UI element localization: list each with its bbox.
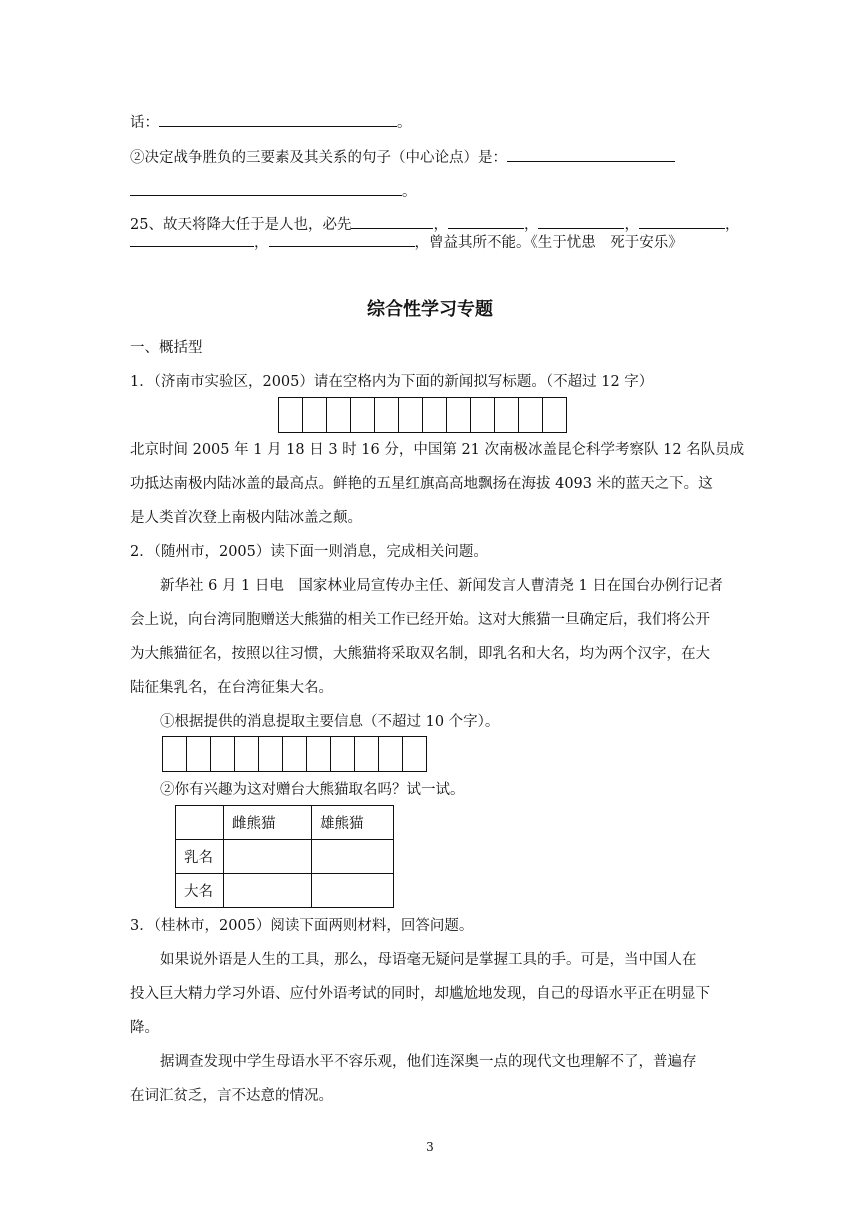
answer-blank[interactable] xyxy=(448,214,524,229)
table-header-row xyxy=(176,806,394,840)
title-answer-grid xyxy=(278,397,567,433)
material-2-line-1: 据调查发现中学生母语水平不容乐观，他们连深奥一点的现代文也理解不了，普遍存 xyxy=(160,1054,697,1070)
comma: ， xyxy=(523,217,539,233)
answer-blank[interactable] xyxy=(538,214,624,229)
answer-box[interactable] xyxy=(375,398,399,432)
answer-box[interactable] xyxy=(259,737,283,771)
answer-box[interactable] xyxy=(495,398,519,432)
question-25-text: 25、故天将降大任于是人也，必先 xyxy=(130,217,352,233)
answer-box[interactable] xyxy=(423,398,447,432)
comma: ， xyxy=(724,217,740,233)
fill-line-1 xyxy=(130,112,412,133)
answer-box[interactable] xyxy=(211,737,235,771)
material-1-line-1: 如果说外语是人生的工具，那么，母语毫无疑问是掌握工具的手。可是，当中国人在 xyxy=(160,952,697,968)
answer-blank[interactable] xyxy=(159,112,397,127)
answer-box[interactable] xyxy=(351,398,375,432)
question-3-prompt: 3．（桂林市，2005）阅读下面两则材料，回答问题。 xyxy=(130,918,474,934)
question-2-sub-2: ②你有兴趣为这对赠台大熊猫取名吗？试一试。 xyxy=(160,782,465,798)
table-row xyxy=(176,840,394,874)
answer-blank[interactable] xyxy=(639,214,725,229)
fill-line-1-suffix: 。 xyxy=(397,115,412,131)
fill-line-3 xyxy=(130,181,417,202)
answer-box[interactable] xyxy=(399,398,423,432)
question-1-text-line-3: 是人类首次登上南极内陆冰盖之颠。 xyxy=(130,510,362,526)
comma: ， xyxy=(624,217,639,233)
comma: ， xyxy=(254,235,269,251)
question-2-sub-1: ①根据提供的消息提取主要信息（不超过 10 个字）。 xyxy=(160,714,500,730)
table-header-female: 雌熊猫 xyxy=(224,806,312,840)
answer-box[interactable] xyxy=(235,737,259,771)
answer-box[interactable] xyxy=(379,737,403,771)
question-25-line-2 xyxy=(130,232,683,253)
answer-box[interactable] xyxy=(519,398,543,432)
answer-cell[interactable] xyxy=(312,874,394,908)
row-header-formal-name: 大名 xyxy=(176,874,224,908)
answer-blank[interactable] xyxy=(351,214,433,229)
answer-box[interactable] xyxy=(327,398,351,432)
answer-box[interactable] xyxy=(403,737,427,771)
answer-box[interactable] xyxy=(187,737,211,771)
answer-cell[interactable] xyxy=(224,840,312,874)
section-title: 综合性学习专题 xyxy=(367,299,493,320)
answer-box[interactable] xyxy=(283,737,307,771)
news-line-2: 会上说，向台湾同胞赠送大熊猫的相关工作已经开始。这对大熊猫一旦确定后，我们将公开 xyxy=(130,612,710,628)
question-1-text-line-2: 功抵达南极内陆冰盖的最高点。鲜艳的五星红旗高高地飘扬在海拔 4093 米的蓝天之下。这 xyxy=(130,476,713,492)
panda-name-table xyxy=(175,805,394,908)
answer-box[interactable] xyxy=(471,398,495,432)
news-line-3: 为大熊猫征名，按照以往习惯，大熊猫将采取双名制，即乳名和大名，均为两个汉字，在大 xyxy=(130,646,710,662)
material-1-line-2: 投入巨大精力学习外语、应付外语考试的同时，却尴尬地发现，自己的母语水平正在明显下 xyxy=(130,986,710,1002)
table-header-male: 雄熊猫 xyxy=(312,806,394,840)
answer-cell[interactable] xyxy=(224,874,312,908)
answer-blank[interactable] xyxy=(269,232,415,247)
fill-line-2 xyxy=(130,147,675,168)
answer-blank[interactable] xyxy=(130,232,254,247)
answer-box[interactable] xyxy=(307,737,331,771)
fill-line-2-text: ②决定战争胜负的三要素及其关系的句子（中心论点）是： xyxy=(130,150,507,166)
part-heading: 一、概括型 xyxy=(130,340,203,356)
answer-blank[interactable] xyxy=(507,147,675,162)
material-1-line-3: 降。 xyxy=(130,1020,159,1036)
news-line-4: 陆征集乳名，在台湾征集大名。 xyxy=(130,680,333,696)
fill-line-1-prefix: 话： xyxy=(130,115,159,131)
answer-box[interactable] xyxy=(279,398,303,432)
question-1-prompt: 1．（济南市实验区，2005）请在空格内为下面的新闻拟写标题。（不超过 12 字） xyxy=(130,374,654,390)
answer-box[interactable] xyxy=(331,737,355,771)
fill-line-3-suffix: 。 xyxy=(402,184,417,200)
answer-box[interactable] xyxy=(543,398,567,432)
comma: ， xyxy=(433,217,448,233)
news-line-1: 新华社 6 月 1 日电 国家林业局宣传办主任、新闻发言人曹清尧 1 日在国台办例行记者 xyxy=(160,578,723,594)
material-2-line-2: 在词汇贫乏，言不达意的情况。 xyxy=(130,1088,333,1104)
table-row xyxy=(176,874,394,908)
answer-blank[interactable] xyxy=(130,181,402,196)
answer-box[interactable] xyxy=(355,737,379,771)
answer-cell[interactable] xyxy=(312,840,394,874)
question-25-suffix: ，曾益其所不能。《生于忧患 死于安乐》 xyxy=(414,235,683,251)
row-header-milk-name: 乳名 xyxy=(176,840,224,874)
page-number: 3 xyxy=(426,1140,434,1154)
answer-box[interactable] xyxy=(303,398,327,432)
question-2-prompt: 2．（随州市，2005）读下面一则消息，完成相关问题。 xyxy=(130,544,488,560)
question-1-text-line-1: 北京时间 2005 年 1 月 18 日 3 时 16 分，中国第 21 次南极冰盖昆仑科学考察队 12 名队员成 xyxy=(130,442,745,458)
info-answer-grid xyxy=(162,736,427,772)
table-corner-cell xyxy=(176,806,224,840)
answer-box[interactable] xyxy=(447,398,471,432)
answer-box[interactable] xyxy=(163,737,187,771)
